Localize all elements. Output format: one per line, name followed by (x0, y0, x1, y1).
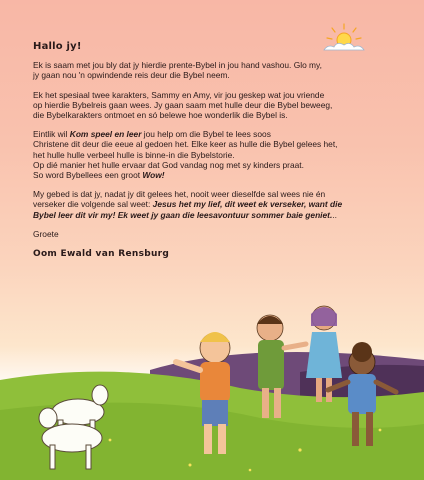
paragraph-4-line (33, 199, 393, 209)
paragraph-3-line: het hulle hulle verbeel hulle is binne-in die Bybelstorie. (33, 149, 235, 160)
paragraph-4-line: My gebed is dat jy, nadat jy dit gelees het, nooit weer dieselfde sal wees nie én (33, 189, 326, 200)
paragraph-3-line: Op dié manier het hulle ervaar dat God vandag nog met sy kinders praat. (33, 159, 304, 170)
emphasis-text: Jesus het my lief, dit weet ek verseker, want die (152, 199, 343, 210)
paragraph-1 (33, 60, 393, 80)
emphasis-wow: Wow! (142, 170, 165, 181)
paragraph-2-line: op hierdie Bybelreis gaan wees. Jy gaan saam met hulle deur die Bybel beweeg, (33, 99, 333, 110)
paragraph-1-line: Ek is saam met jou bly dat jy hierdie prente-Bybel in jou hand vashou. Glo my, (33, 60, 322, 71)
paragraph-4 (33, 189, 393, 220)
letter-closing: Groete (33, 228, 59, 239)
illustration-scene (0, 300, 424, 480)
text-run: So word Bybellees een groot (33, 170, 143, 181)
paragraph-3 (33, 129, 393, 180)
emphasis-text: Bybel leer dit vir my! Ek weet jy gaan die leesavontuur sommer baie geniet. (33, 209, 333, 220)
text-run: verseker die volgende sal weet: (33, 199, 153, 210)
text-run: .. (332, 209, 337, 220)
paragraph-3-line: Christene dit deur die eeue al gedoen het. Elke keer as hulle die Bybel gelees het, (33, 139, 338, 150)
paragraph-3-line (33, 170, 393, 180)
text-run: jou help om die Bybel te lees soos (141, 129, 271, 140)
paragraph-2-line: Ek het spesiaal twee karakters, Sammy en Amy, vir jou geskep wat jou vriende (33, 89, 325, 100)
letter-signature: Oom Ewald van Rensburg (33, 249, 170, 260)
text-run: Eintlik wil (33, 129, 70, 140)
letter (33, 42, 393, 259)
paragraph-3-line (33, 129, 393, 139)
paragraph-2 (33, 90, 393, 121)
paragraph-2-line: die Bybelkarakters ontmoet en só belewe hoe wonderlik die Bybel is. (33, 110, 288, 121)
book-title: Kom speel en leer (69, 129, 142, 140)
paragraph-1-line: jy gaan nou 'n opwindende reis deur die Bybel neem. (33, 70, 230, 81)
letter-greeting: Hallo jy! (33, 41, 82, 52)
paragraph-4-line (33, 210, 393, 220)
